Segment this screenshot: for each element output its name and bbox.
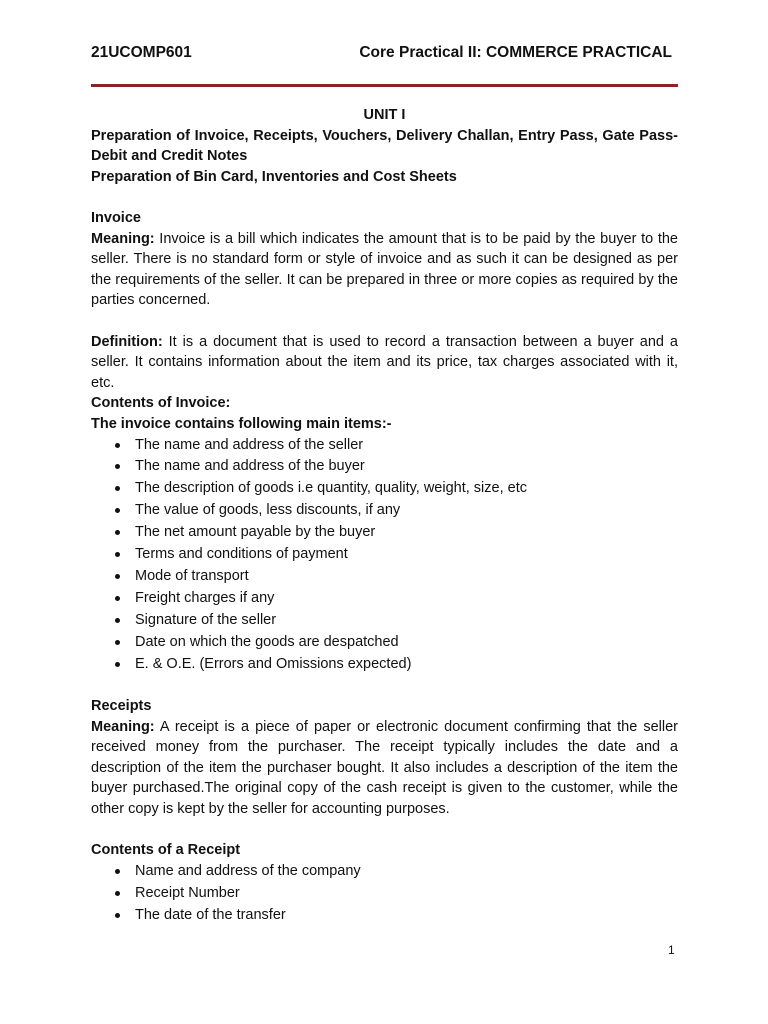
unit-topic-line2: Preparation of Bin Card, Inventories and Cost Sheets bbox=[91, 168, 457, 185]
invoice-meaning-label: Meaning: bbox=[91, 230, 155, 247]
receipts-meaning bbox=[91, 717, 678, 820]
spacer bbox=[91, 820, 678, 841]
receipts-contents-heading: Contents of a Receipt bbox=[91, 842, 241, 859]
spacer bbox=[91, 675, 678, 696]
list-item: Signature of the seller bbox=[135, 610, 678, 632]
invoice-definition-text: It is a document that is used to record a transaction between a buyer and a seller. It contains information about the item and its price, tax charges associated with it, etc. bbox=[91, 333, 678, 391]
list-item: The value of goods, less discounts, if any bbox=[135, 500, 678, 522]
list-item: The date of the transfer bbox=[135, 905, 678, 927]
page-header bbox=[91, 44, 677, 66]
invoice-contents-intro: The invoice contains following main items:- bbox=[91, 415, 392, 432]
invoice-meaning bbox=[91, 229, 678, 311]
receipt-contents-list bbox=[91, 861, 678, 927]
list-item: Mode of transport bbox=[135, 566, 678, 588]
list-item: E. & O.E. (Errors and Omissions expected) bbox=[135, 654, 678, 676]
invoice-heading: Invoice bbox=[91, 209, 141, 226]
invoice-meaning-text: Invoice is a bill which indicates the amount that is to be paid by the buyer to the seller. There is no standard form or style of invoice and as such it can be designed as per the requirements of the seller. It can be prepared in three or more copies as required by the parties concerned. bbox=[91, 230, 678, 309]
receipts-heading: Receipts bbox=[91, 698, 152, 715]
list-item: Receipt Number bbox=[135, 883, 678, 905]
list-item: The net amount payable by the buyer bbox=[135, 522, 678, 544]
invoice-definition bbox=[91, 332, 678, 394]
invoice-contents-heading: Contents of Invoice: bbox=[91, 395, 231, 412]
page-content bbox=[91, 105, 678, 927]
list-item: Freight charges if any bbox=[135, 588, 678, 610]
invoice-definition-label: Definition: bbox=[91, 333, 163, 350]
spacer bbox=[91, 311, 678, 332]
list-item: The description of goods i.e quantity, quality, weight, size, etc bbox=[135, 478, 678, 500]
list-item: Terms and conditions of payment bbox=[135, 544, 678, 566]
list-item: The name and address of the seller bbox=[135, 435, 678, 457]
page-number: 1 bbox=[668, 943, 675, 957]
list-item: Name and address of the company bbox=[135, 861, 678, 883]
unit-topic-line1: Preparation of Invoice, Receipts, Vouchers, Delivery Challan, Entry Pass, Gate Pass-Debit and Credit Notes bbox=[91, 127, 678, 165]
header-rule bbox=[91, 84, 678, 87]
receipts-meaning-text: A receipt is a piece of paper or electronic document confirming that the seller received money from the purchaser. The receipt typically includes the date and a description of the item the purchaser bought. It also includes a description of the item the buyer purchased.The original copy of the cash receipt is given to the customer, while the other copy is kept by the seller for accounting purposes. bbox=[91, 718, 678, 818]
unit-label: UNIT I bbox=[363, 107, 406, 123]
course-title: Core Practical II: COMMERCE PRACTICAL bbox=[359, 44, 672, 61]
course-code: 21UCOMP601 bbox=[91, 44, 192, 61]
list-item: The name and address of the buyer bbox=[135, 456, 678, 478]
invoice-contents-list bbox=[91, 435, 678, 676]
receipts-meaning-label: Meaning: bbox=[91, 718, 155, 735]
spacer bbox=[91, 187, 678, 208]
list-item: Date on which the goods are despatched bbox=[135, 632, 678, 654]
